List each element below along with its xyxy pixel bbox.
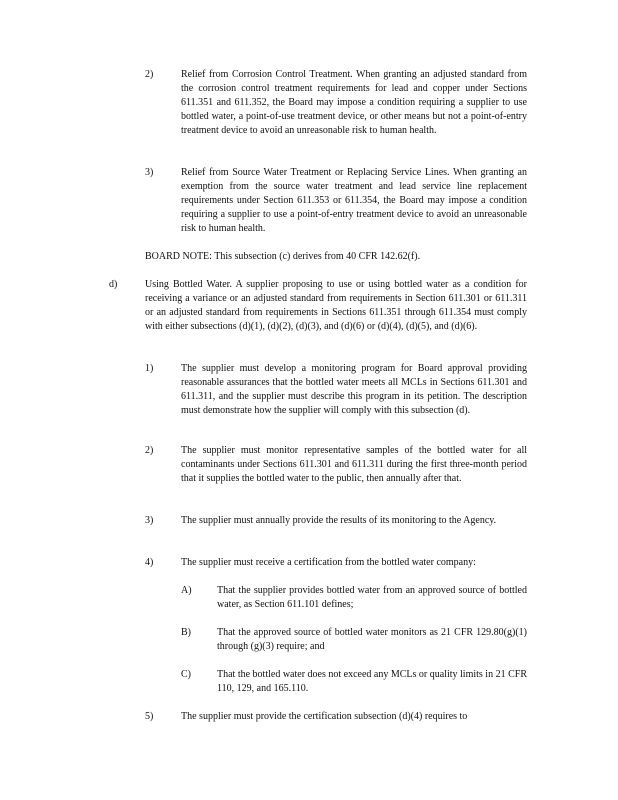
paragraph-source-water-relief: Relief from Source Water Treatment or Replacing Service Lines. When granting an exemption from the source water treatment and lead service line replacement requirements under Section 611.353 or 611.354, the Board may impose a condition requiring a supplier to use a point-of-entry treatment device to avoid an unreasonable risk to human health. <box>181 167 527 234</box>
item-number: C) <box>181 669 191 680</box>
paragraph-corrosion-control-relief: Relief from Corrosion Control Treatment. When granting an adjusted standard from the corrosion control treatment requirements for lead and copper under Sections 611.351 and 611.352, the Board may impose a condition requiring a supplier to use bottled water, a point-of-use treatment device, or other means but not a point-of-entry treatment device to avoid an unreasonable risk to human health. <box>181 69 527 136</box>
item-number: 4) <box>145 557 154 568</box>
item-number: A) <box>181 585 192 596</box>
paragraph-monitor-samples: The supplier must monitor representative samples of the bottled water for all contaminants under Sections 611.301 and 611.311 during the first three-month period that it supplies the bottled water to the public, then annually after that. <box>181 445 527 484</box>
paragraph-provide-certification: The supplier must provide the certification subsection (d)(4) requires to <box>181 711 468 722</box>
paragraph-source-monitors: That the approved source of bottled water monitors as 21 CFR 129.80(g)(1) through (g)(3) require; and <box>217 627 527 652</box>
paragraph-certification: The supplier must receive a certification from the bottled water company: <box>181 557 476 568</box>
item-number: 2) <box>145 445 154 456</box>
item-number: 5) <box>145 711 154 722</box>
paragraph-monitoring-program: The supplier must develop a monitoring program for Board approval providing reasonable assurances that the bottled water meets all MCLs in Sections 611.301 and 611.311, and the supplier must describe this program in its petition. The description must demonstrate how the supplier will comply with this subsection (d). <box>181 363 527 416</box>
item-number: 2) <box>145 69 154 80</box>
item-number: B) <box>181 627 191 638</box>
paragraph-approved-source: That the supplier provides bottled water from an approved source of bottled water, as Section 611.101 defines; <box>217 585 527 610</box>
item-number: 3) <box>145 515 154 526</box>
paragraph-annual-results: The supplier must annually provide the results of its monitoring to the Agency. <box>181 515 497 526</box>
item-number: 1) <box>145 363 154 374</box>
item-number: 3) <box>145 167 154 178</box>
paragraph-mcl-limits: That the bottled water does not exceed any MCLs or quality limits in 21 CFR 110, 129, and 165.110. <box>217 669 527 694</box>
board-note: BOARD NOTE: This subsection (c) derives from 40 CFR 142.62(f). <box>145 251 421 262</box>
paragraph-using-bottled-water: Using Bottled Water. A supplier proposing to use or using bottled water as a condition for receiving a variance or an adjusted standard from requirements in Section 611.301 or 611.311 or an adjusted standard from requirements in Sections 611.351 through 611.354 must comply with either subsections (d)(1), (d)(2), (d)(3), and (d)(6) or (d)(4), (d)(5), and (d)(6). <box>145 279 527 332</box>
subsection-label: d) <box>109 279 118 290</box>
